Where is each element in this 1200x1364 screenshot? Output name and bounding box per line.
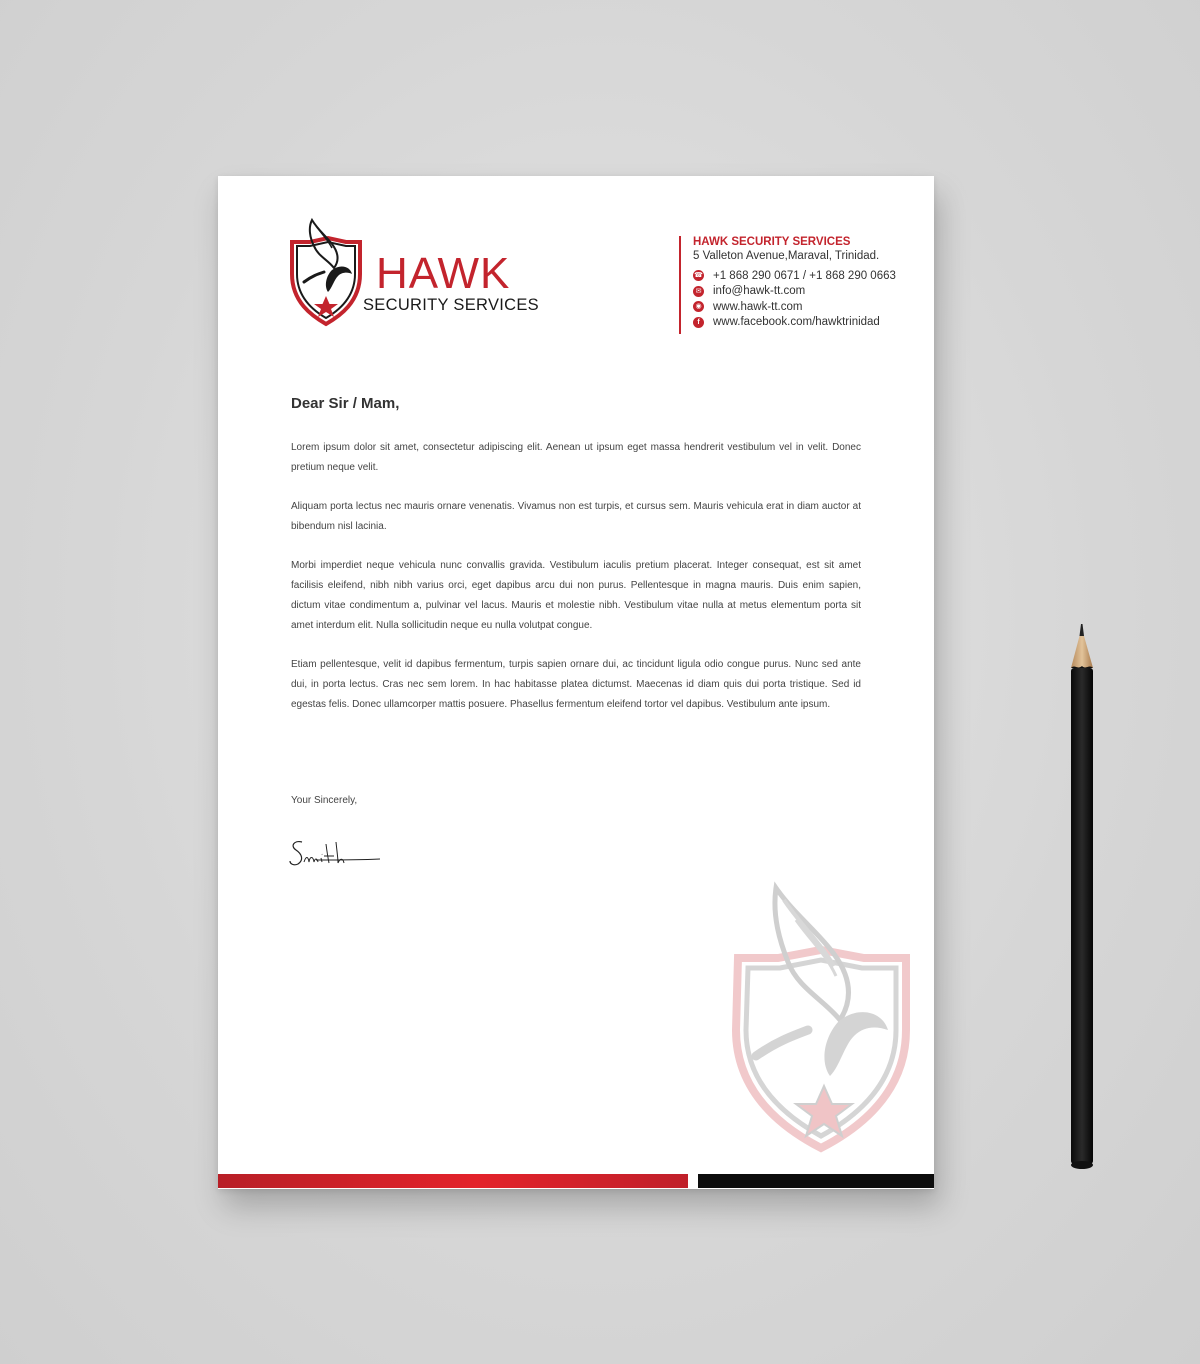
- letter-paragraph-4: Etiam pellentesque, velit id dapibus fermentum, turpis sapien ornare dui, ac tincidunt ligula odio congue purus. Nunc sed ante dui, in porta lectus. Cras nec sem lorem. In hac habitasse platea dictumst. Maecenas id diam quis dui porta tristique. Sed id egestas felis. Donec ullamcorper mattis posuere. Phasellus fermentum eleifend tortor vel dapibus. Vestibulum ante ipsum.: [291, 659, 861, 710]
- logo-wordmark: HAWK: [376, 249, 511, 298]
- hawk-shield-icon: [288, 212, 368, 332]
- pencil-icon: [1066, 624, 1100, 1174]
- logo-tagline: SECURITY SERVICES: [363, 296, 539, 314]
- letter-paragraph-1: Lorem ipsum dolor sit amet, consectetur adipiscing elit. Aenean ut ipsum eget massa hendrerit vestibulum vel in velit. Donec pretium neque velit.: [291, 442, 861, 473]
- contact-phone: [693, 268, 896, 284]
- contact-facebook-text: www.facebook.com/hawktrinidad: [713, 316, 880, 329]
- email-icon: ✉: [693, 286, 704, 297]
- letter-closing: Your Sincerely,: [291, 795, 358, 806]
- contact-block: [679, 236, 896, 334]
- footer-bar-black: [698, 1174, 934, 1188]
- contact-website: [693, 299, 896, 315]
- contact-phone-text: +1 868 290 0671 / +1 868 290 0663: [713, 269, 896, 282]
- contact-address: 5 Valleton Avenue,Maraval, Trinidad.: [693, 250, 880, 262]
- company-logo: [288, 212, 548, 332]
- contact-email: [693, 284, 896, 300]
- footer-bar-red: [218, 1174, 688, 1188]
- letterhead-page: [218, 176, 934, 1189]
- handwritten-signature: [288, 834, 388, 874]
- hawk-watermark-icon: [726, 880, 916, 1170]
- contact-website-text: www.hawk-tt.com: [713, 300, 803, 313]
- letter-paragraph-3: Morbi imperdiet neque vehicula nunc convallis gravida. Vestibulum iaculis pretium placerat. Integer consequat, est sit amet facilisis eleifend, nibh nibh varius orci, eget dapibus arcu dui non purus. Pellentesque in magna mauris. Duis enim sapien, dictum vitae condimentum a, pulvinar vel lacus. Mauris et molestie nibh. Vestibulum vitae nulla at metus elementum porta sit amet interdum elit. Nulla sollicitudin neque eu nulla volutpat congue.: [291, 560, 861, 631]
- facebook-icon: f: [693, 317, 704, 328]
- contact-company-name: HAWK SECURITY SERVICES: [693, 236, 851, 248]
- letter-paragraph-2: Aliquam porta lectus nec mauris ornare venenatis. Vivamus non est turpis, et cursus sem. Mauris vehicula erat in diam auctor at bibendum nisl lacinia.: [291, 501, 861, 532]
- web-icon: ◉: [693, 301, 704, 312]
- phone-icon: ☎: [694, 272, 703, 280]
- letter-salutation: Dear Sir / Mam,: [291, 395, 400, 412]
- contact-facebook: [693, 315, 896, 331]
- contact-email-text: info@hawk-tt.com: [713, 285, 806, 298]
